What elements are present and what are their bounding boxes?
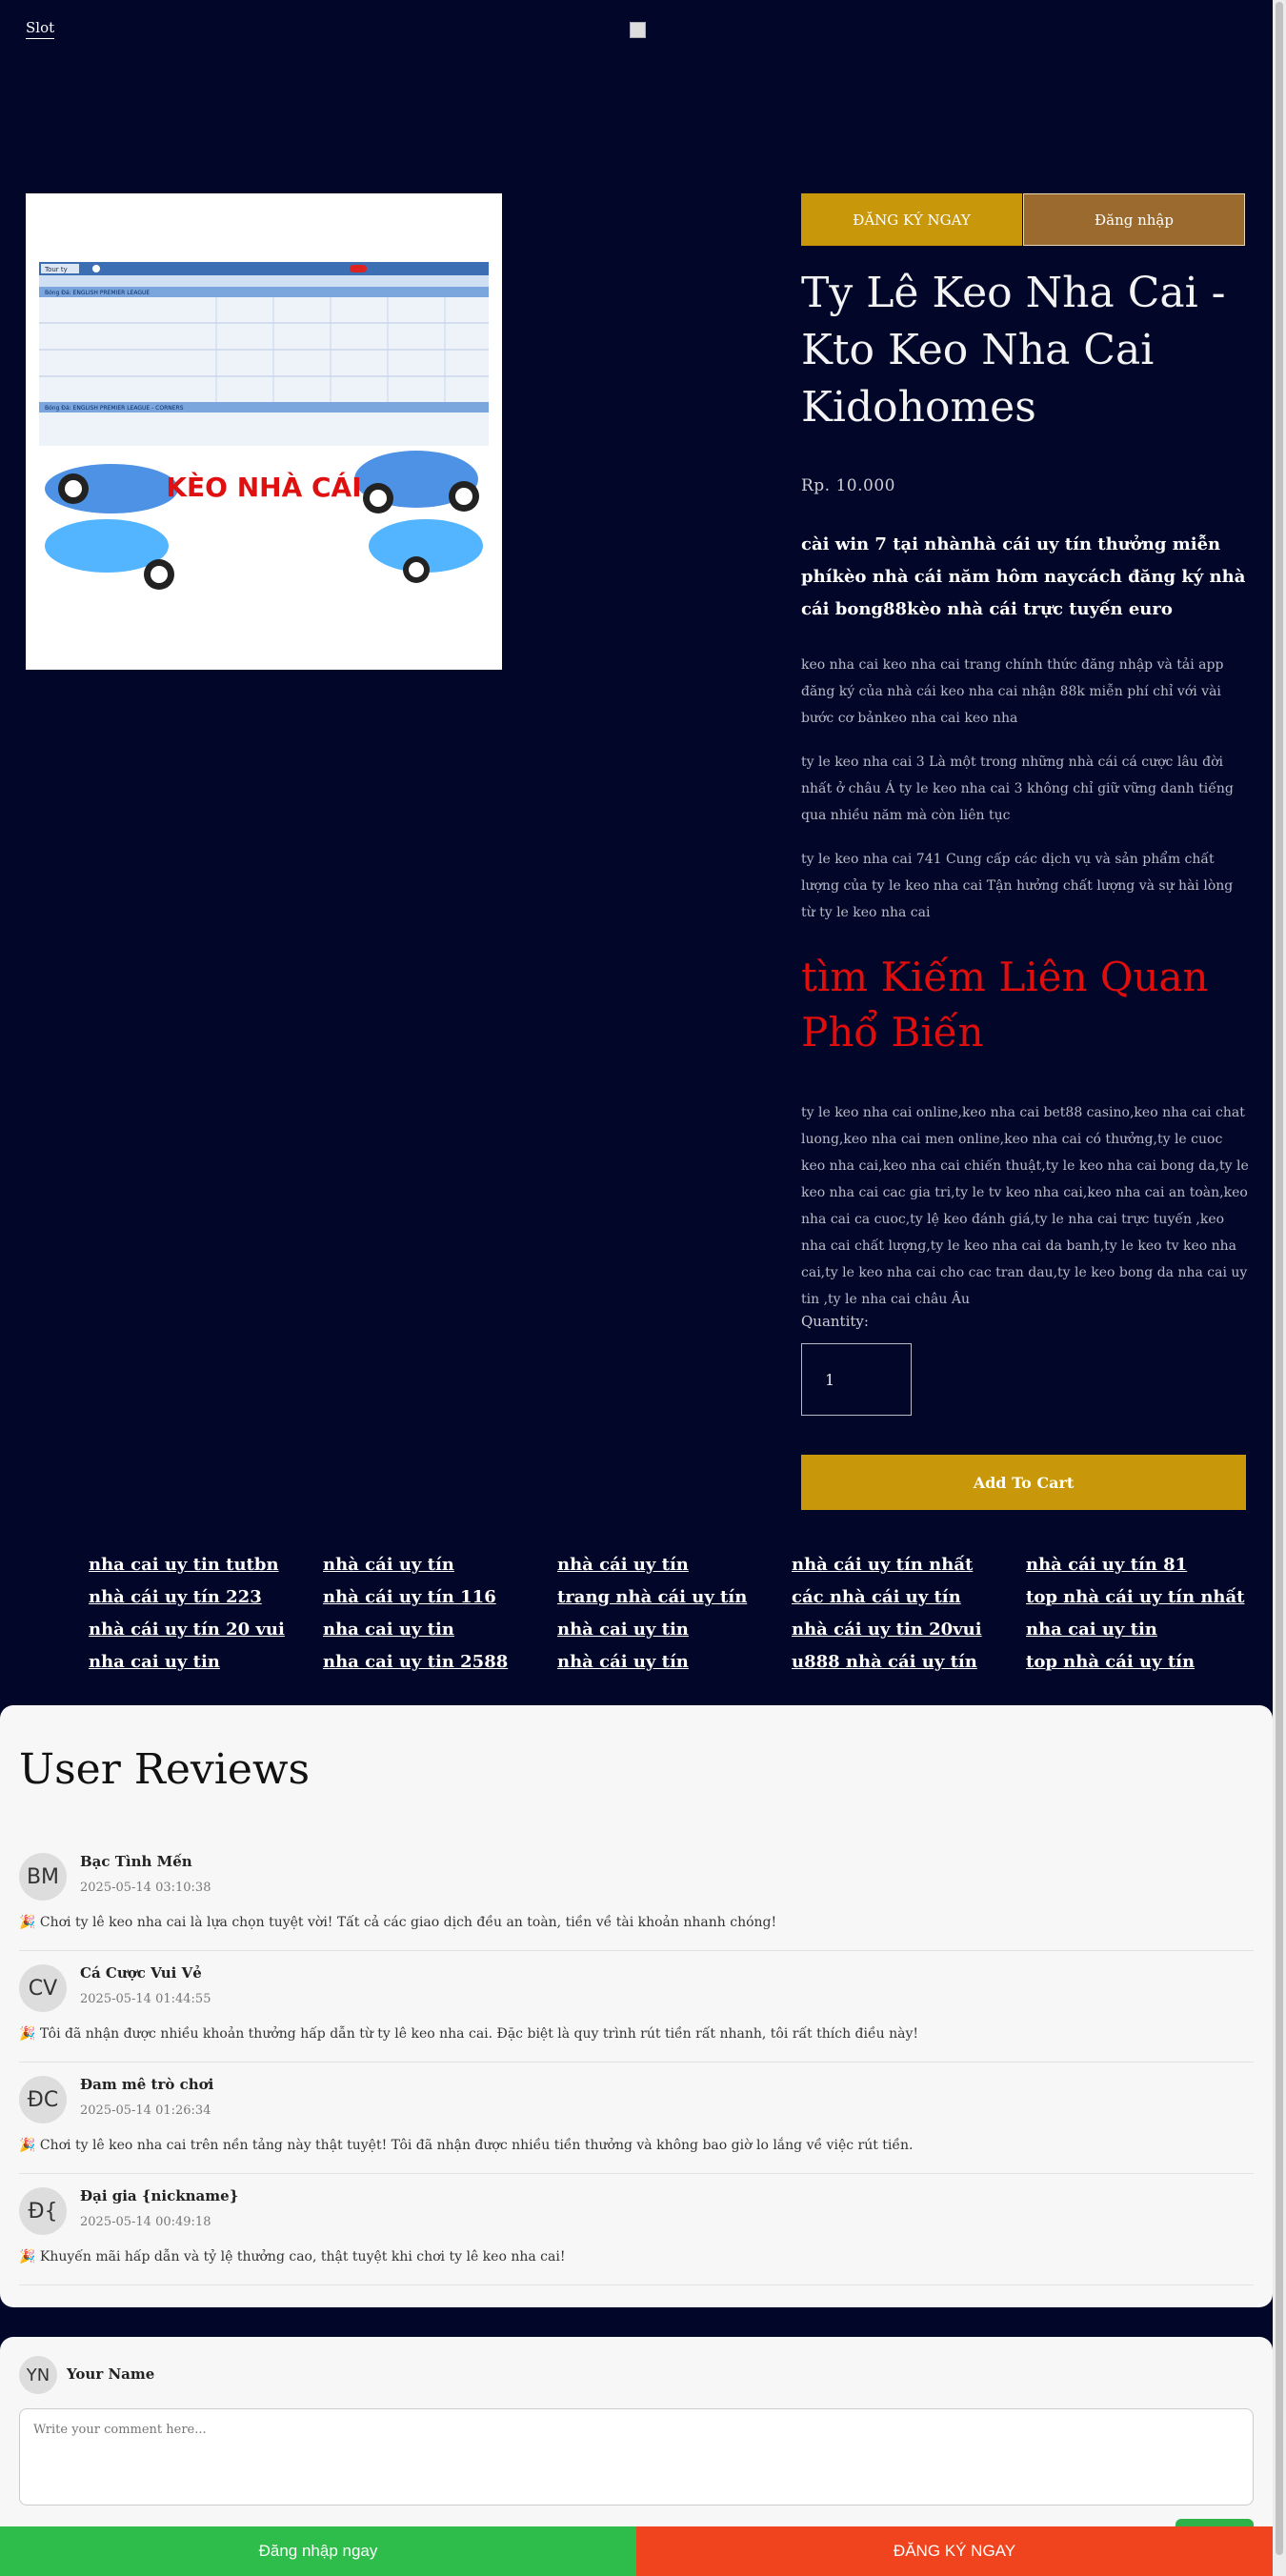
- review-item: [19, 2062, 1254, 2174]
- keyword-link[interactable]: nhà cái uy tín: [323, 1555, 454, 1575]
- comment-input[interactable]: [19, 2408, 1254, 2506]
- keyword-link[interactable]: nha cai uy tin tutbn: [89, 1555, 279, 1575]
- keyword-link[interactable]: các nhà cái uy tín: [792, 1587, 961, 1607]
- review-item: [19, 1839, 1254, 1951]
- review-date: 2025-05-14 01:44:55: [80, 1992, 211, 2006]
- keyword-link[interactable]: nhà cái uy tín: [557, 1555, 689, 1575]
- keyword-link[interactable]: nha cai uy tin 2588: [323, 1652, 509, 1672]
- avatar: Đ{: [19, 2187, 67, 2235]
- keyword-link[interactable]: u888 nhà cái uy tín: [792, 1652, 977, 1672]
- avatar: CV: [19, 1964, 67, 2012]
- image-league-1: Bóng Đá: ENGLISH PREMIER LEAGUE: [45, 290, 151, 296]
- keyword-link[interactable]: top nhà cái uy tín: [1026, 1652, 1196, 1672]
- related-search-heading: tìm Kiếm Liên Quan Phổ Biến: [801, 954, 1209, 1056]
- description-paragraph-1: keo nha cai keo nha cai trang chính thức đăng nhập và tải app đăng ký của nhà cái keo nha cai nhận 88k miễn phí chỉ với vài bước cơ bảnkeo nha cai keo nha: [801, 657, 1224, 726]
- keyword-link[interactable]: nhà cái uy tin 20vui: [792, 1620, 982, 1640]
- keyword-links: [89, 1551, 1260, 1677]
- review-date: 2025-05-14 01:26:34: [80, 2103, 211, 2118]
- avatar: BM: [19, 1853, 67, 1901]
- review-text: 🎉 Tôi đã nhận được nhiều khoản thưởng hấp dẫn từ ty lê keo nha cai. Đặc biệt là quy trình rút tiền rất nhanh, tôi rất thích điều này!: [19, 2026, 918, 2042]
- slot-link[interactable]: Slot: [26, 19, 54, 39]
- login-button[interactable]: Đăng nhập: [1023, 193, 1245, 246]
- bottom-login-button[interactable]: Đăng nhập ngay: [0, 2526, 636, 2576]
- review-text: 🎉 Chơi ty lê keo nha cai trên nền tảng này thật tuyệt! Tôi đã nhận được nhiều tiền thưởng và không bao giờ lo lắng về việc rút tiền.: [19, 2138, 914, 2153]
- avatar: YN: [19, 2356, 57, 2394]
- review-author: Đam mê trò chơi: [80, 2076, 214, 2093]
- keyword-link[interactable]: nhà cái uy tín 116: [323, 1587, 496, 1607]
- quantity-input[interactable]: [801, 1343, 912, 1416]
- keyword-link[interactable]: nhà cái uy tín 81: [1026, 1555, 1188, 1575]
- avatar: ĐC: [19, 2076, 67, 2123]
- quantity-label: Quantity:: [801, 1313, 869, 1330]
- register-button[interactable]: ĐĂNG KÝ NGAY: [801, 193, 1022, 246]
- review-text: 🎉 Chơi ty lê keo nha cai là lựa chọn tuyệt vời! Tất cả các giao dịch đều an toàn, tiền về tài khoản nhanh chóng!: [19, 1915, 777, 1930]
- review-item: [19, 1950, 1254, 2063]
- product-subtitle: cài win 7 tại nhànhà cái uy tín thưởng miễn phíkèo nhà cái năm hôm naycách đăng ký nhà cái bong88kèo nhà cái trực tuyến euro: [801, 534, 1246, 619]
- description-paragraph-3: ty le keo nha cai 741 Cung cấp các dịch vụ và sản phẩm chất lượng của ty le keo nha cai Tận hưởng chất lượng và sự hài lòng từ ty le keo nha cai: [801, 852, 1234, 920]
- product-price: Rp. 10.000: [801, 476, 895, 495]
- product-image: [26, 193, 502, 670]
- review-author: Đại gia {nickname}: [80, 2187, 239, 2204]
- image-banner-text: KÈO NHÀ CÁI: [166, 472, 362, 503]
- reviews-heading: User Reviews: [19, 1745, 311, 1794]
- related-search-text: ty le keo nha cai online,keo nha cai bet88 casino,keo nha cai chat luong,keo nha cai men online,keo nha cai có thưởng,ty le cuoc keo nha cai,keo nha cai chiến thuật,ty le keo nha cai bong da,ty le keo nha cai cac gia tri,ty le tv keo nha cai,keo nha cai an toàn,keo nha cai ca cuoc,ty lệ keo đánh giá,ty le nha cai trực tuyến ,keo nha cai chất lượng,ty le keo nha cai da banh,ty le keo tv keo nha cai,ty le keo nha cai cho cac tran dau,ty le keo bong da nha cai uy tin ,ty le nha cai châu Âu: [801, 1105, 1249, 1307]
- image-toolbar-select: Tour ty: [45, 266, 68, 273]
- keyword-link[interactable]: nhà cái uy tín: [557, 1652, 689, 1672]
- keyword-link[interactable]: nha cai uy tin: [1026, 1620, 1157, 1640]
- description-paragraph-2: ty le keo nha cai 3 Là một trong những nhà cái cá cược lâu đời nhất ở châu Á ty le keo nha cai 3 không chỉ giữ vững danh tiếng qua nhiều năm mà còn liên tục: [801, 755, 1234, 823]
- review-author: Cá Cược Vui Vẻ: [80, 1964, 202, 1982]
- product-image-graphic: [26, 193, 502, 670]
- keyword-link[interactable]: top nhà cái uy tín nhất: [1026, 1587, 1245, 1607]
- bottom-register-button[interactable]: ĐĂNG KÝ NGAY: [636, 2526, 1273, 2576]
- logo-image[interactable]: [630, 22, 646, 38]
- review-author: Bạc Tình Mến: [80, 1853, 192, 1870]
- keyword-link[interactable]: nhà cái uy tín nhất: [792, 1555, 974, 1575]
- scrollbar-thumb[interactable]: [1276, 2, 1283, 2555]
- keyword-link[interactable]: nhà cai uy tin: [557, 1620, 689, 1640]
- commenter-name: Your Name: [67, 2365, 155, 2383]
- keyword-link[interactable]: nha cai uy tin: [89, 1652, 220, 1672]
- keyword-link[interactable]: nhà cái uy tín 20 vui: [89, 1620, 285, 1640]
- keyword-link[interactable]: nha cai uy tin: [323, 1620, 454, 1640]
- review-text: 🎉 Khuyến mãi hấp dẫn và tỷ lệ thưởng cao, thật tuyệt khi chơi ty lê keo nha cai!: [19, 2249, 566, 2264]
- review-item: [19, 2173, 1254, 2285]
- review-date: 2025-05-14 03:10:38: [80, 1881, 211, 1895]
- product-title: Ty Lê Keo Nha Cai - Kto Keo Nha Cai Kidohomes: [801, 269, 1226, 432]
- keyword-link[interactable]: trang nhà cái uy tín: [557, 1587, 748, 1607]
- keyword-link[interactable]: nhà cái uy tín 223: [89, 1587, 262, 1607]
- image-league-2: Bóng Đá: ENGLISH PREMIER LEAGUE - CORNERS: [45, 405, 184, 412]
- add-to-cart-button[interactable]: Add To Cart: [801, 1455, 1246, 1510]
- review-date: 2025-05-14 00:49:18: [80, 2215, 211, 2229]
